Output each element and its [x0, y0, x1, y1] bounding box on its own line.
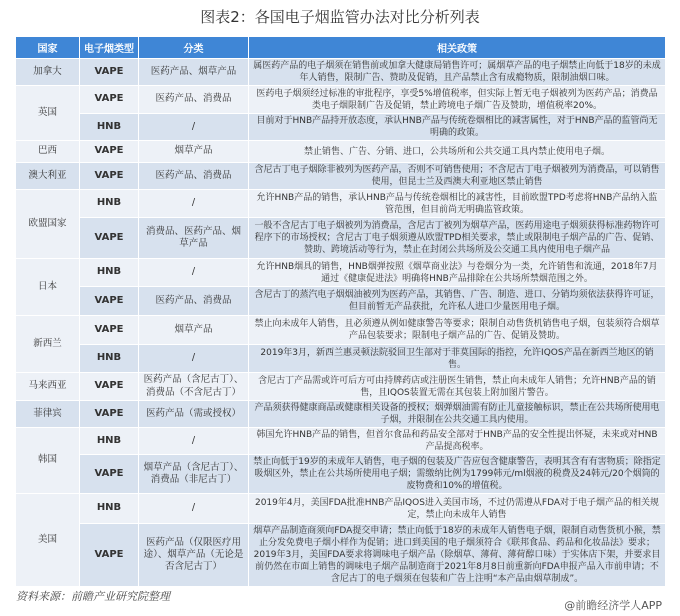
- category-cell: 医药产品、消费品: [139, 163, 249, 190]
- policy-cell: 烟草产品制造商须向FDA提交申请；禁止向低于18岁的未成年人销售电子烟，限制自动售货机小猴，禁止分发免费电子烟小样作为促销；进口到美国的电子烟须符合《联邦食品、药品和化妆品法》要求；2019年3月，美国FDA要求将调味电子烟产品（除烟草、薄荷、薄荷醇口味）于实体店下架，并要求目前仍然在市面上销售的调味电子烟产品制造商于2021年8月8日前重新向FDA申报产品入市前申请；不含尼古丁的电子烟须在包装和广告上注明“本产品由烟草制成”。: [249, 524, 666, 587]
- type-cell: HNB: [80, 428, 139, 455]
- policy-cell: 医药电子烟须经过标准的审批程序，享受5%增值税率，但实际上暂无电子烟被列为医药产品；消费品类电子烟限制广告及促销，禁止跨境电子烟广告及赞助，增值税率20%。: [249, 86, 666, 114]
- policy-cell: 含尼古丁产品需或许可后方可由持牌药店或注册医生销售，禁止向未成年人销售；允许HNB产品的销售，且IQOS装置无需在其包装上附加图片警告。: [249, 373, 666, 401]
- category-cell: /: [139, 494, 249, 524]
- type-cell: VAPE: [80, 401, 139, 428]
- category-cell: 医药产品（含尼古丁）、消费品（不含尼古丁）: [139, 373, 249, 401]
- page-title: 图表2：各国电子烟监管办法对比分析列表: [200, 8, 480, 26]
- type-cell: VAPE: [80, 287, 139, 316]
- type-cell: VAPE: [80, 163, 139, 190]
- country-cell: 欧盟国家: [16, 190, 80, 259]
- policy-cell: 禁止销售、广告、分销、进口，公共场所和公共交通工具内禁止使用电子烟。: [249, 141, 666, 163]
- category-cell: 医药产品、烟草产品: [139, 59, 249, 86]
- table-header-row: [16, 37, 666, 59]
- country-cell: 英国: [16, 86, 80, 141]
- country-cell: 菲律宾: [16, 401, 80, 428]
- type-cell: VAPE: [80, 59, 139, 86]
- category-cell: 消费品、医药产品、烟草产品: [139, 218, 249, 259]
- regulation-table: [15, 36, 666, 587]
- table-row: [16, 86, 666, 114]
- type-cell: HNB: [80, 259, 139, 287]
- source-note: 资料来源：前瞻产业研究院整理: [16, 590, 170, 603]
- table-row: [16, 373, 666, 401]
- policy-cell: 含尼古丁的蒸汽电子烟烟油被列为医药产品，其销售、广告、制造、进口、分销均须依法获得许可证，但目前暂无产品获批，允许私人进口少量医用电子烟。: [249, 287, 666, 316]
- table-row: [16, 141, 666, 163]
- policy-cell: 允许HNB烟具的销售，HNB烟弹按照《烟草商业法》与卷烟分为一类，允许销售和流通，2018年7月通过《健康促进法》明确将HNB产品排除在公共场所禁烟范围之外。: [249, 259, 666, 287]
- header-country: 国家: [16, 37, 80, 59]
- type-cell: HNB: [80, 190, 139, 218]
- category-cell: 烟草产品: [139, 316, 249, 345]
- policy-cell: 产品须获得健康商品或健康相关设备的授权；烟弹烟油需有防止儿童接触标识，禁止在公共场所使用电子烟，并限制在公共交通工具内使用。: [249, 401, 666, 428]
- header-category: 分类: [139, 37, 249, 59]
- type-cell: VAPE: [80, 524, 139, 587]
- table-row: [16, 114, 666, 141]
- country-cell: 巴西: [16, 141, 80, 163]
- category-cell: /: [139, 114, 249, 141]
- type-cell: HNB: [80, 114, 139, 141]
- policy-cell: 允许HNB产品的销售，承认HNB产品与传统卷烟相比的减害性，目前欧盟TPD考虑将HNB产品纳入监管范围，但目前尚无明确监管政策。: [249, 190, 666, 218]
- country-cell: 马来西亚: [16, 373, 80, 401]
- policy-cell: 属医药产品的电子烟须在销售前或加拿大健康局销售许可；属烟草产品的电子烟禁止向低于18岁的未成年人销售，限制广告、赞助及促销，且产品禁止含有成瘾物质，限制油烟口味。: [249, 59, 666, 86]
- category-cell: /: [139, 190, 249, 218]
- table-row: [16, 345, 666, 373]
- policy-cell: 2019年3月，新西兰惠灵顿法院驳回卫生部对于菲莫国际的指控，允许IQOS产品在新西兰地区的销售。: [249, 345, 666, 373]
- type-cell: VAPE: [80, 86, 139, 114]
- type-cell: HNB: [80, 345, 139, 373]
- policy-cell: 禁止向低于19岁的未成年人销售，电子烟的包装及广告应包含健康警告，表明其含有有害物质；除指定吸烟区外，禁止在公共场所使用电子烟；需缴纳比例为1799韩元/ml烟液的税费及24韩元/20个烟筒的废物费和10%的增值税。: [249, 455, 666, 494]
- table-row: [16, 494, 666, 524]
- country-cell: 澳大利亚: [16, 163, 80, 190]
- table-row: [16, 316, 666, 345]
- table-row: [16, 428, 666, 455]
- policy-cell: 含尼古丁电子烟除非被列为医药产品，否则不可销售使用；不含尼古丁电子烟被列为消费品，可以销售使用，但昆士兰及西澳大利亚地区禁止销售: [249, 163, 666, 190]
- header-type: 电子烟类型: [80, 37, 139, 59]
- category-cell: 烟草产品（含尼古丁）、消费品（非尼古丁）: [139, 455, 249, 494]
- policy-cell: 禁止向未成年人销售，且必须遵从例如健康警告等要求；限制自动售货机销售电子烟，包装须符合烟草产品包装要求；限制电子烟产品的广告、促销及赞助。: [249, 316, 666, 345]
- policy-cell: 2019年4月，美国FDA批准HNB产品IQOS进入美国市场，不过仍需遵从FDA对于电子烟产品的相关规定，禁止向未成年人销售: [249, 494, 666, 524]
- country-cell: 日本: [16, 259, 80, 316]
- table-row: [16, 218, 666, 259]
- country-cell: 美国: [16, 494, 80, 587]
- category-cell: 医药产品、消费品: [139, 86, 249, 114]
- policy-cell: 一般不含尼古丁电子烟被列为消费品，含尼古丁被列为烟草产品，医药用途电子烟须获得标准药物许可程序下的市场授权；含尼古丁电子烟须遵从欧盟TPD相关要求，禁止或限制电子烟产品的广告、促销、赞助、跨境活动等行为，禁止在封闭公共场所及公交通工具内使用电子烟产品: [249, 218, 666, 259]
- table-row: [16, 259, 666, 287]
- type-cell: VAPE: [80, 455, 139, 494]
- policy-cell: 目前对于HNB产品持开放态度，承认HNB产品与传统卷烟相比的减害属性，对于HNB产品的监管尚无明确的政策。: [249, 114, 666, 141]
- category-cell: 医药产品、消费品: [139, 287, 249, 316]
- table-row: [16, 455, 666, 494]
- table-row: [16, 190, 666, 218]
- category-cell: 烟草产品: [139, 141, 249, 163]
- type-cell: VAPE: [80, 218, 139, 259]
- table-row: [16, 401, 666, 428]
- category-cell: /: [139, 345, 249, 373]
- table-row: [16, 524, 666, 587]
- country-cell: 新西兰: [16, 316, 80, 373]
- policy-cell: 韩国允许HNB产品的销售，但首尔食品和药品安全部对于HNB产品的安全性提出怀疑，未来或对HNB产品提高税率。: [249, 428, 666, 455]
- type-cell: HNB: [80, 494, 139, 524]
- table-row: [16, 163, 666, 190]
- table-row: [16, 59, 666, 86]
- category-cell: /: [139, 259, 249, 287]
- header-policy: 相关政策: [249, 37, 666, 59]
- watermark-label: @前瞻经济学人APP: [564, 599, 662, 612]
- category-cell: 医药产品（需或授权）: [139, 401, 249, 428]
- country-cell: 加拿大: [16, 59, 80, 86]
- type-cell: VAPE: [80, 141, 139, 163]
- table-row: [16, 287, 666, 316]
- category-cell: /: [139, 428, 249, 455]
- type-cell: VAPE: [80, 316, 139, 345]
- type-cell: VAPE: [80, 373, 139, 401]
- category-cell: 医药产品（仅限医疗用途）、烟草产品（无论是否含尼古丁）: [139, 524, 249, 587]
- country-cell: 韩国: [16, 428, 80, 494]
